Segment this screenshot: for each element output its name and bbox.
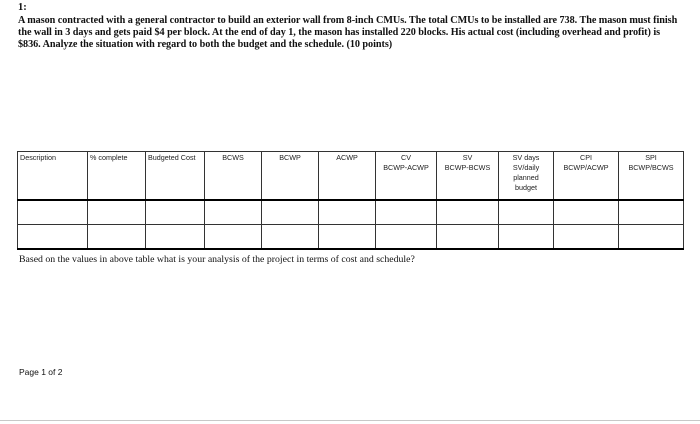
header-sv-days: SV days SV/daily planned budget	[499, 152, 554, 201]
table-cell[interactable]	[554, 225, 619, 250]
table-cell[interactable]	[18, 225, 88, 250]
header-budgeted-cost: Budgeted Cost	[146, 152, 205, 201]
table-cell[interactable]	[437, 200, 499, 225]
table-cell[interactable]	[146, 200, 205, 225]
header-bcwp: BCWP	[262, 152, 319, 201]
table-cell[interactable]	[619, 200, 684, 225]
table-cell[interactable]	[437, 225, 499, 250]
header-row	[18, 152, 684, 201]
table-cell[interactable]	[205, 200, 262, 225]
header-sv: SV BCWP-BCWS	[437, 152, 499, 201]
header-percent-complete: % complete	[88, 152, 146, 201]
header-cv: CV BCWP-ACWP	[376, 152, 437, 201]
problem-statement: A mason contracted with a general contractor to build an exterior wall from 8-inch CMUs. The total CMUs to be installed are 738. The mason must finish the wall in 3 days and gets paid $4 per block. At the end of day 1, the mason has installed 220 blocks. His actual cost (including overhead and profit) is $836. Analyze the situation with regard to both the budget and the schedule. (10 points)	[18, 15, 678, 50]
table-cell[interactable]	[499, 225, 554, 250]
table-cell[interactable]	[262, 200, 319, 225]
table-cell[interactable]	[319, 225, 376, 250]
table-row	[18, 200, 684, 225]
table-cell[interactable]	[88, 225, 146, 250]
page-footer: Page 1 of 2	[19, 367, 63, 377]
table-cell[interactable]	[554, 200, 619, 225]
table-cell[interactable]	[262, 225, 319, 250]
header-acwp: ACWP	[319, 152, 376, 201]
table-cell[interactable]	[205, 225, 262, 250]
followup-question: Based on the values in above table what is your analysis of the project in terms of cost and schedule?	[19, 254, 415, 265]
table-cell[interactable]	[18, 200, 88, 225]
page-bottom-edge	[0, 420, 700, 421]
question-number: 1:	[18, 2, 27, 13]
table-cell[interactable]	[499, 200, 554, 225]
table-cell[interactable]	[619, 225, 684, 250]
header-bcws: BCWS	[205, 152, 262, 201]
header-description: Description	[18, 152, 88, 201]
table-cell[interactable]	[146, 225, 205, 250]
table-cell[interactable]	[88, 200, 146, 225]
table-cell[interactable]	[319, 200, 376, 225]
earned-value-table	[17, 151, 684, 250]
header-cpi: CPI BCWP/ACWP	[554, 152, 619, 201]
header-spi: SPI BCWP/BCWS	[619, 152, 684, 201]
table-cell[interactable]	[376, 200, 437, 225]
table-row	[18, 225, 684, 250]
table-cell[interactable]	[376, 225, 437, 250]
